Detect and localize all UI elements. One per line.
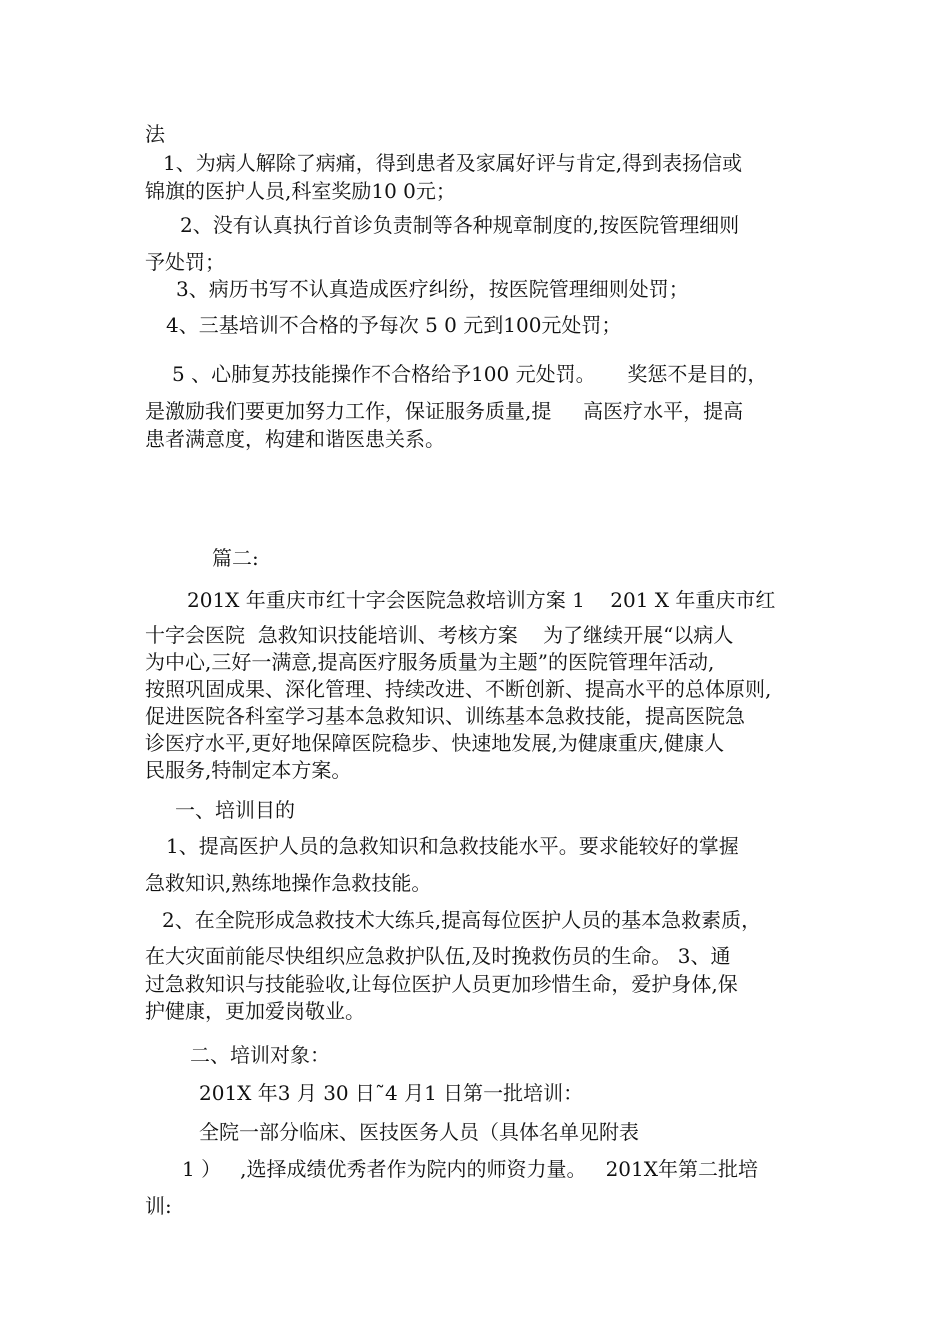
- text-line: 201X 年重庆市红十字会医院急救培训方案 1 201 X 年重庆市红: [187, 588, 776, 612]
- text-line: 法: [145, 122, 165, 146]
- text-line: 2、在全院形成急救技术大练兵,提高每位医护人员的基本急救素质，: [162, 908, 762, 932]
- text-line: 民服务,特制定本方案。: [145, 758, 352, 782]
- text-line: 予处罚；: [145, 250, 225, 274]
- text-line: 在大灾面前能尽快组织应急救护队伍,及时挽救伤员的生命。 3、通: [145, 944, 731, 968]
- text-line: 5 、心肺复苏技能操作不合格给予100 元处罚。 奖惩不是目的，: [172, 362, 768, 386]
- text-line: 全院一部分临床、医技医务人员（具体名单见附表: [199, 1120, 639, 1144]
- text-line: 十字会医院 急救知识技能培训、考核方案 为了继续开展“以病人: [145, 623, 734, 647]
- text-line: 训:: [145, 1194, 172, 1218]
- text-line: 1、为病人解除了病痛，得到患者及家属好评与肯定,得到表扬信或: [163, 151, 743, 175]
- text-line: 2、没有认真执行首诊负责制等各种规章制度的,按医院管理细则: [180, 213, 740, 237]
- section-heading: 篇二:: [212, 546, 259, 570]
- text-line: 过急救知识与技能验收,让每位医护人员更加珍惜生命，爱护身体,保: [145, 972, 738, 996]
- text-line: 按照巩固成果、深化管理、持续改进、不断创新、提高水平的总体原则,: [145, 677, 772, 701]
- text-line: 1、提高医护人员的急救知识和急救技能水平。要求能较好的掌握: [166, 834, 739, 858]
- text-line: 诊医疗水平,更好地保障医院稳步、快速地发展,为健康重庆,健康人: [145, 731, 725, 755]
- text-line: 患者满意度，构建和谐医患关系。: [145, 427, 445, 451]
- section-heading: 二、培训对象：: [190, 1043, 330, 1067]
- text-line: 锦旗的医护人员,科室奖励10 0元；: [145, 179, 456, 203]
- text-line: 为中心,三好一满意,提高医疗服务质量为主题”的医院管理年活动,: [145, 650, 715, 674]
- text-line: 急救知识,熟练地操作急救技能。: [145, 871, 432, 895]
- section-heading: 一、培训目的: [175, 798, 295, 822]
- text-line: 促进医院各科室学习基本急救知识、训练基本急救技能，提高医院急: [145, 704, 745, 728]
- text-line: 1 ） ,选择成绩优秀者作为院内的师资力量。 201X年第二批培: [182, 1157, 758, 1181]
- text-line: 是激励我们要更加努力工作，保证服务质量,提 高医疗水平，提高: [145, 399, 744, 423]
- text-line: 201X 年3 月 30 日˜4 月1 日第一批培训：: [199, 1081, 584, 1105]
- text-line: 4、三基培训不合格的予每次 5 0 元到100元处罚；: [166, 313, 622, 337]
- text-line: 3、病历书写不认真造成医疗纠纷，按医院管理细则处罚；: [176, 277, 689, 301]
- text-line: 护健康，更加爱岗敬业。: [145, 999, 365, 1023]
